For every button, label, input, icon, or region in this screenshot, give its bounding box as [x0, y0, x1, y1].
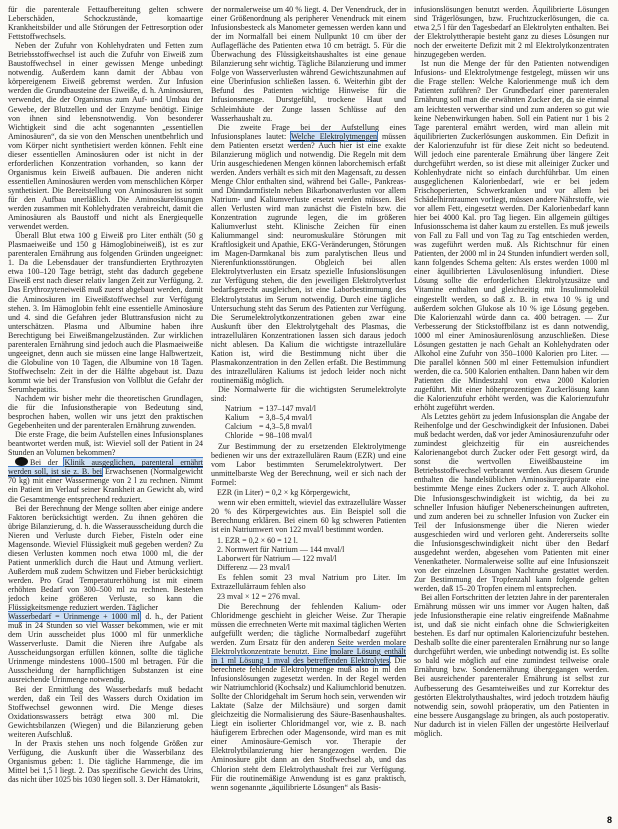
- table-row: [225, 404, 322, 413]
- paragraph: für die parenterale Fettaufbereitung gelten schwere Leberschäden, Schockzustände, komaartige Krankheitsbilder und alle Störungen der Fettresorption oder Fettstoffwechsels.: [8, 5, 203, 42]
- highlighted-text: Wasserbedarf = Urinmenge + 1000 ml: [8, 612, 140, 622]
- paragraph: Nachdem wir bisher mehr die theoretischen Grundlagen, die für die Infusionstherapie von Bedeutung sind, besprochen haben, wollen wir uns jetzt den praktischen Gegebenheiten und der parenteralen Ernährung zuwenden.: [8, 394, 203, 431]
- paragraph: [211, 602, 406, 792]
- calculation-result: 23 mval × 12 = 276 mval.: [217, 591, 301, 601]
- paragraph: infusionslösungen benutzt werden. Äquilibrierte Lösungen sind Trägerlösungen, bzw. Fruchtzuckerlösungen, die ca. etwa 2,5 l für den Tagesbedarf an Elektrolyten enthalten. Bei der Elektrolyttherapie besteht ganz zu dieses Lösungen nur noch der erweiterte Defizit mit 2 ml Elektrolytkonzentraten hinzugegeben werden.: [414, 5, 609, 60]
- calculation-block: [217, 536, 406, 572]
- calculation-line: 2. Normwert für Natrium — 144 mval/l: [217, 544, 345, 554]
- text-column-2: [211, 5, 406, 819]
- paragraph: der normalerweise um 40 % liegt. 4. Der Venendruck, der in einer Größenordnung als peripherer Venendruck mit einem Infusionsbesteck als Manometer gemessen werden kann und der im Normalfall bei einem Nullpunkt 10 cm über der Auflagefläche des Patienten etwa 10 cm beträgt. 5. Für die Überwachung des Flüssigkeitshaushaltes ist eine genaue Bilanzierung sehr wichtig. Tägliche Bilanzierung und immer Folge von Wasserverlusten während Gewichtszunahmen auf eine Überinfusion schließen lassen. 6. Weiterhin gibt der Befund des Patienten wichtige Hinweise für die Infusionsmenge. Durstgefühl, trockene Haut und Schleimhäute der Zunge lassen Schlüsse auf den Wasserhaushalt zu.: [211, 5, 406, 123]
- text-run: Die Berechnung der fehlenden Kalium- oder Chloridmenge geschieht in gleicher Weise. Zur Therapie müssen die errechneten Werte mit maximal täglichen Werten aufgefüllt werden; die tägliche Normalbedarf zugeführt werden. Zum Ersatz für den anderen Seite werden molare Elektrolytkonzentrate benutzt. Eine: [211, 601, 406, 656]
- formula: EZR (in Liter) = 0,2 × kg Körpergewicht,: [217, 488, 351, 498]
- paragraph: Bei allen Fortschritten der letzten Jahre in der parenteralen Ernährung müssen wir uns immer vor Augen halten, daß jede Infusionstherapie eine relativ eingreifende Maßnahme ist, und daß sie nicht einfach ohne die Schwierigkeiten bestehen. Es darf nur optimalen Kaloriencizufuhr bestehen. Deshalb sollte die einer parenteralen Ernährung nur so lange durchgeführt werden, wie unbedingt notwendig ist. Es sollte so bald wie möglich auf eine zumindest teilweise orale Ernährung bzw. Sondenernährung übergegangen werden. Bei ausreichender parenteraler Ernährung ist selbst zur Aufbesserung des Gesamteiweißes und zur Korrektur des gestörten Elektrolythaushaltes, wird jedoch trotzdem häufig notwendig sein, sowohl präoperativ, um den Patienten in eine bessere Ausgangslage zu bringen, als auch postoperativ. Nur dadurch ist in vielen Fällen der ungestörte Heilverlauf möglich.: [414, 593, 609, 738]
- calculation-line: Differenz — 23 mval/l: [217, 562, 290, 572]
- table-cell: Chloride: [225, 431, 253, 441]
- text-run: müssen dem Patienten ersetzt werden? Auch hier ist eine exakte Bilanzierung möglich und notwendig. Die Regeln mit dem Urin ausgeschiedenen Mengen können laborchemisch erfaßt werden. Anders verhält es sich mit den Magensaft, zu dessen Menge Chlor enthalten sind, während bei Galle-, Pankreas- und Dünndarmfisteln neben Bikarbonatverlusten vor allem Natrium- und Kaliumverluste ersetzt werden müssen. Bei allen Verlusten wird man zunächst die Fisteln bzw. die Konzentration zugrunde legen, die im größeren Kaliumverlust steht. Klinische Zeichen für einen Kaliummangel sind: neuromuskuläre Störungen mit Kraftlosigkeit und Apathie, EKG-Veränderungen, Störungen im Magen-Darmkanal bis zum paralytischen Ileus und Nierenfunktionsstörungen. Obgleich bei allen Elektrolytverlusten ein Ersatz spezielle Infusionslösungen zur Verfügung stehen, die den jeweiligen Elektrolytverlust bedarfsgerecht ausgleichen, ist eine Laborbestimmung des Elektrolytstatus im Serum notwendig. Durch eine tägliche Untersuchung steht das Serum des Patienten zur Verfügung. Die Serumelektrolytkonzentrationen geben zwar eine Auskunft über den Elektrolytgehalt des Plasmas, die intrazellulären Konzentrationen lassen sich daraus jedoch nicht ablesen. Da Kalium die wichtigste intrazelluläre Kation ist, wird die Bestimmung nicht über die Plasmakonzentration in den Zellen erfaßt. Die Bestimmung des intrazellulären Kaliums ist jedoch leider noch nicht routinemäßig möglich.: [211, 131, 406, 385]
- table-cell: Kalium: [225, 413, 249, 423]
- paragraph: Zur Bestimmung der zu ersetzenden Elektrolytmenge bedienen wir uns der extrazellulären Raum (EZR) und eine vom Labor bestimmten Serumelektrolytwert. Der unmittelbarste Weg der Berechnung, weil er sich nach der Formel:: [211, 442, 406, 488]
- text-run: . Die berechnete fehlende Elektrolytmenge muß also in ml den Infusionslösungen zugesetzt werden. In der Regel werden wir Natriumchlorid (Kochsalz) und Kaliumchlorid benutzen. Sollte der Chloridgehalt im Serum hoch sein, verwenden wir Laktate (Salze der Milchsäure) und sorgen damit gleichzeitig die Normalisierung des Säure-Basenhaushaltes. Liegt ein isolierter Chloridmangel vor, wie z. B. nach häufigerem Erbrechen oder Magensonde, wird man es mit einer Aminosäure-Gemisch vor. Therapie der Elektrolytbilanzierung hier herangezogen werden. Die Aminosäure gibt dann an den Stoffwechsel ab, und das Chlorion steht dem Elektrolythaushalt frei zur Verfügung. Für die routinemäßige Anwendung ist es ganz praktisch, wenn sogenannte „äquilibrierte Lösungen“ als Basis-: [211, 655, 406, 792]
- table-row: [225, 413, 322, 422]
- text-run: , d. h., der Patient muß in 24 Stunden so viel Wasser bekommen, wie er mit dem Urin ausscheidet plus 1000 ml für unmerkliche Wasserverluste. Damit die Nieren ihre Aufgabe als Ausscheidungsorgan erfüllen können, sollte die tägliche Urinmenge mindestens 1000–1500 ml betragen. Für die Ausscheidung der harnpflichtigen Substanzen ist eine ausreichende Urinmenge notwendig.: [8, 612, 203, 685]
- text-run: Bei der: [30, 458, 58, 468]
- table-cell: Calcium: [225, 422, 253, 432]
- table-cell: Natrium: [225, 404, 252, 414]
- paragraph: Als Letztes gehört zu jedem Infusionsplan die Angabe der Reihenfolge und der Geschwindigkeit der Infusionen. Dabei muß bedacht werden, daß vor jeder Aminosäurenzufuhr oder zumindest gleichzeitig für ein ausreichendes Kalorienangebot durch Zucker oder Fett gesorgt wird, da sonst die wertvollen Eiweißbausteine im Betriebsstoffwechsel verbrannt werden. Aus diesem Grunde enthalten die handelsüblichen Aminosäurepräparate eine bestimmte Menge eines Zuckers oder z. T. auch Alkohol. Die Infusionsgeschwindigkeit ist wichtig, da bei zu schneller Infusion häufiger Nebenerscheinungen auftreten, und zum anderen bei zu schneller Infusion von Zucker ein Teil der Infusionsmenge über die Nieren wieder ausgeschieden wird und verloren geht. Andererseits sollte die Infusionsgeschwindigkeit nicht über den Bedarf ausgedehnt werden, abgesehen vom Patienten mit einer Venenkatheter. Normalerweise sollte auf eine Infusionszeit von der einzelnen Lösungen Nachtruhe gestattet werden. Zur Bestimmung der Tropfenzahl kann folgende gelten werden, daß 15–20 Tropfen einem ml entsprechen.: [414, 412, 609, 593]
- ink-blot: [15, 457, 28, 466]
- text-run: Erwachsenen (Normalgewicht 70 kg) mit einer Wassermenge von 2 l zu rechnen. Nimmt ein Patient im Verlauf seiner Krankheit an Gewicht ab, wird die Gesamtmenge entsprechend reduziert.: [8, 467, 203, 504]
- paragraph: Neben der Zufuhr von Kohlehydraten und Fetten zum Betriebsstoffwechsel ist auch die Zufuhr von Eiweiß zum Baustoffwechsel in einer gewissen Menge unbedingt notwendig. Außerdem kann damit der Abbau von körpereigenem Eiweiß gebremst werden. Zur Infusion werden die Grundbausteine der Eiweiße, d. h. Aminosäuren, verwendet, die der Organismus zum Auf- und Umbau der Gewebe, der Blutzellen und der Enzyme benötigt. Einige von ihnen sind lebensnotwendig. Von besonderer Wichtigkeit sind die acht sogenannten „essentiellen Aminosäuren“, da sie von den Menschen unentbehrlich und vom Körper nicht synthetisiert werden können. Fehlt eine dieser essentiellen Aminosäuren oder ist nicht in der erforderlichen Konzentration vorhanden, so kann der Organismus kein Eiweiß aufbauen. Die anderen nicht essentiellen Aminosäuren werden vom menschlichen Körper synthetisiert. Die Bereitstellung von Aminosäuren ist somit für den Aufbau unerläßlich. Die Aminosäurelösungen werden zusammen mit Kohlehydraten verabreicht, damit die Aminosäuren als Baustoff und nicht als Energiequelle verwendet werden.: [8, 41, 203, 232]
- paragraph: Es fehlen somit 23 mval Natrium pro Liter. Im Extrazellulärraum fehlen also: [211, 572, 406, 591]
- calculation-line: 1. EZR = 0,2 × 60 = 12 l.: [217, 535, 298, 545]
- paragraph: In der Praxis stehen uns noch folgende Größen zur Verfügung, die Auskunft über die Wasserbilanz des Organismus geben: 1. Die tägliche Harnmenge, die im Mittel bei 1,5 l liegt. 2. Das spezifische Gewicht des Urins, das nicht über 1025 bis 1030 liegen soll. 3. Der Hämatokrit,: [8, 738, 203, 784]
- paragraph: Ist nun die Menge der für den Patienten notwendigen Infusions- und Elektrolytmenge festgelegt, müssen wir uns die Frage stellen: Welche Kalorienmenge muß ich dem Patienten zuführen? Der Grundbedarf einer parenteralen Ernährung soll man die erwähnten Zucker der, da sie einmal am leichtesten verwertbar sind und zum anderen so gut wie keine Nebenwirkungen haben. Soll ein Patient nur 1 bis 2 Tage parenteral ernährt werden, wird man allein mit äquilibrierten Zuckerlösungen auskommen. Ein Defizit in der Kalorienzufuhr ist für diese Zeit nicht so bedeutend. Will jedoch eine parenterale Ernährung über längere Zeit durchgeführt werden, so ist diese mit alleiniger Zucker und Kohlenhydrate nicht so einfach durchführbar. Um einen ausgeglichenen Kalorienbedarf, wie er bei jedem Frischoperierten, Schwerkranken und vor allem bei Schädelhirntraumen vorliegt, müssen andere Nährstoffe, wie vor allem Fett, eingesetzt werden. Der Kalorienbedarf kann hier bei 4000 Kal. pro Tag liegen. Ein allgemein gültiges Infusionsschema ist daher kaum zu erstellen. Es muß jeweils von Fall zu Fall und von Tag zu Tag entschieden werden, was zugeführt werden muß. Als Richtschnur für einen Patienten, der 2000 ml in 24 Stunden infundiert werden soll, kann folgendes Schema gelten: Als erstes werden 1000 ml einer äquilibrierten Lävulosenlösung infundiert. Diese Lösung sollte die erforderlichen Elektrolytzusätze und Vitamine enthalten und gleichzeitig mit Insulinmolekül eingestellt werden, so daß z. B. in etwa 10 % ig und außerdem solchen Glukose als 10 % ige Lösung gegeben. Die Kalorienzahl würde dann ca. 400 betragen. — Zur Verbesserung der Stickstoffbilanz ist es dann notwendig, 1000 ml einer Aminosäurenlösung anzuschließen. Diese Lösungen gestatten je nach Gehalt an Kohlehydraten oder Alkohol eine Zufuhr von 350–1000 Kalorien pro Liter. — Die parallel können 500 ml einer Fettemulsion infundiert werden, die ca. 500 Kalorien enthalten. Dann haben wir dem Patienten die Mindestzahl von etwa 2000 Kalorien zugeführt. Mit einer höherprozentigen Zuckerlösung kann die Kalorienzufuhr erhöht werden, was die Kalorienzufuhr erhöht zugeführt werden.: [414, 59, 609, 413]
- table-row: [225, 422, 322, 431]
- highlighted-text: molare Lösung enthält in 1 ml Lösung 1 mval des betreffenden Elektrolytes: [211, 646, 406, 665]
- highlighted-text: Welche Elektrolytmengen: [290, 131, 378, 141]
- paragraph: [8, 457, 203, 503]
- paragraph: Bei der Ermittlung des Wasserbedarfs muß bedacht werden, daß ein Teil des Wassers durch Oxidation im Stoffwechsel gewonnen wird. Die Menge dieses Oxidationswassers beträgt etwa 300 ml. Die Gewichtsbilanzen (Wiegen) und die Bilanzierung geben weiteren Aufschluß.: [8, 684, 203, 739]
- paragraph: Die erste Frage, die beim Aufstellen eines Infusionsplanes beantwortet werden muß, ist: Wieviel soll der Patient in 24 Stunden an Volumen bekommen?: [8, 430, 203, 458]
- table-cell: = 98–108 mval/l: [259, 431, 312, 441]
- text-run: Die zweite Frage bei der Aufstellung eines Infusionsplanes lautet:: [211, 122, 406, 141]
- paragraph: [211, 123, 406, 385]
- calculation-line: Laborwert für Natrium — 122 mval/l: [217, 553, 337, 563]
- paragraph: Die Normalwerte für die wichtigsten Serumelektrolyte sind:: [211, 384, 406, 404]
- table-cell: = 4,3–5,8 mval/l: [259, 422, 312, 432]
- text-column-3: [414, 5, 609, 819]
- electrolyte-table: [225, 404, 322, 440]
- paragraph: [8, 612, 203, 684]
- table-cell: = 3,8–5,4 mval/l: [259, 413, 312, 423]
- page-number: 8: [606, 815, 612, 825]
- highlighted-text: Klinik ausgeglichen, parenteral ernährt werden soll, ist sie z. B. bei: [8, 458, 203, 477]
- paragraph: wenn wir eben ermittelt, wieviel das extrazelluläre Wasser 20 % des Körpergewichtes aus. Ein Beispiel soll die Berechnung erklären. Bei einem 60 kg schweren Patienten ist ein Natriumwert von 122 mval/l bestimmt worden.: [211, 498, 406, 535]
- text-column-1: [8, 5, 203, 819]
- paragraph: Überall Blut etwa 100 g Eiweiß pro Liter enthält (50 g Plasmaeiweiße und 150 g Hämoglobineiweiß), ist es zur parenteralen Ernährung aus folgenden Gründen ungeeignet: 1. Da die Lebensdauer der transfundierten Erythrozyten etwa 100–120 Tage beträgt, steht das dadurch gegebene Eiweiß erst nach dieser relativ langen Zeit zur Verfügung. 2. Das Erythrozyteneiweiß muß zuerst abgebaut werden, damit die Aminosäuren im Eiweißstoffwechsel zur Verfügung stehen. 3. Im Hämoglobin fehlt eine essentielle Aminosäure und 4. sind die Gefahren jeder Bluttransfusion nicht zu unterschätzen. Plasma und Albumine haben ihre Berechtigung bei Eiweißmangelzuständen. Zur wirklichen parenteralen Ernährung sind jedoch auch die Plasmaeiweiße ungeeignet, denn auch sie müssen eine lange Halbwertzeit, die Globuline von 10 Tagen, die Albumine von 18 Tagen. Stoffwechseln: Zeit in der die Hälfte abgebaut ist. Dazu kommt wie bei der Transfusion von Vollblut die Gefahr der Serumhepatitis.: [8, 231, 203, 394]
- table-cell: = 137–147 mval/l: [259, 404, 316, 414]
- paragraph: Bei der Berechnung der Menge sollten aber einige andere Faktoren berücksichtigt werden. Zu ihnen gehören die übrige Bilanzierung, d. h. die Wasserausscheidung durch die Nieren und Verluste durch Fieber, Fisteln oder eine Magensonde. Wieviel Flüssigkeit muß gegeben werden? Zu diesen Verlusten kommen noch etwa 1000 ml, die der Patient unmerklich durch die Haut und Atmung verliert. Außerdem muß zudem Schwitzen und Fieber berücksichtigt werden. Pro Grad Temperaturerhöhung ist mit einem erhöhten Bedarf von 300–500 ml zu rechnen. Bestehen jedoch keine größeren Verluste, so kann die Flüssigkeitsmenge reduziert werden. Täglicher: [8, 503, 203, 613]
- table-row: [225, 431, 322, 440]
